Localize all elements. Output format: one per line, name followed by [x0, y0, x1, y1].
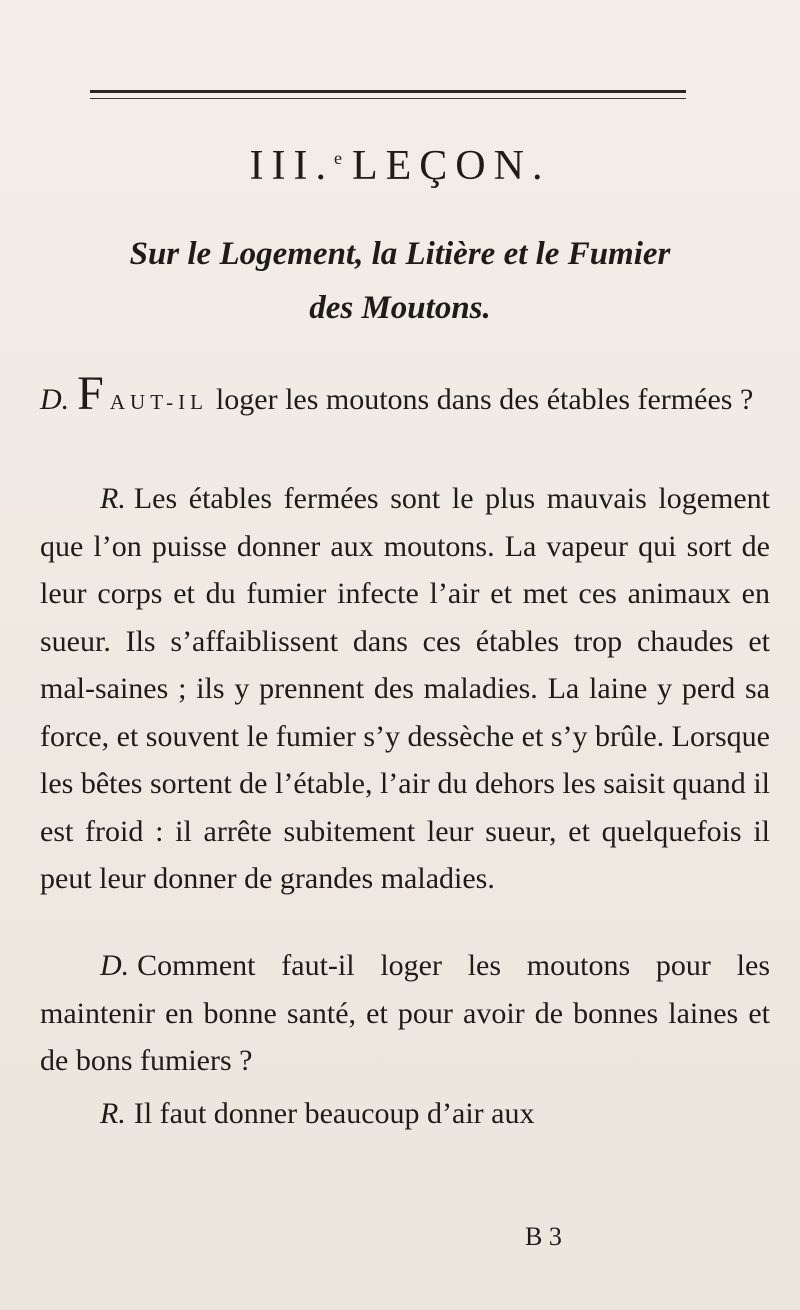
paragraph-answer-2 [40, 1090, 770, 1138]
header-rule-thick [90, 90, 686, 93]
question-mark-d: D. [40, 383, 70, 416]
answer-mark-r: R. [100, 1097, 126, 1130]
lesson-word: LEÇON. [351, 143, 551, 189]
paragraph-text: Les étables fermées sont le plus mauvais logement que l’on puisse donner aux moutons. La vapeur qui sort de leur corps et du fumier infecte l’air et met ces animaux en sueur. Ils s’affaiblissent dans ces étables trop chaudes et mal-saines ; ils y prennent des maladies. La laine y perd sa force, et souvent le fumier s’y dessèche et s’y brûle. Lorsque les bêtes sortent de l’étable, l’air du dehors les saisit quand il est froid : il arrête subitement leur sueur, et quelquefois il peut leur donner de grandes maladies. [40, 482, 770, 895]
paragraph-answer-1 [40, 475, 770, 903]
header-rule-thin [90, 98, 686, 99]
subtitle-line-2: des Moutons. [309, 290, 491, 326]
paragraph-question-2 [40, 942, 770, 1085]
paragraph-text: loger les moutons dans des étables fermées ? [215, 383, 754, 416]
drop-cap: F [77, 367, 110, 420]
lesson-numeral: III. [249, 143, 334, 189]
signature-mark: B 3 [525, 1222, 562, 1251]
paragraph-question-1 [40, 367, 770, 427]
answer-mark-r: R. [100, 482, 126, 515]
lesson-heading [0, 142, 800, 190]
question-mark-d: D. [100, 949, 130, 982]
paragraph-text: Il faut donner beaucoup d’air aux [133, 1097, 535, 1130]
lesson-ordinal: e [333, 148, 342, 168]
paragraph-text: Comment faut-il loger les moutons pour les maintenir en bonne santé, et pour avoir de bonnes laines et de bons fumiers ? [40, 949, 770, 1077]
subtitle-line-1: Sur le Logement, la Litière et le Fumier [129, 236, 671, 272]
small-caps-word: AUT-IL [109, 390, 208, 414]
